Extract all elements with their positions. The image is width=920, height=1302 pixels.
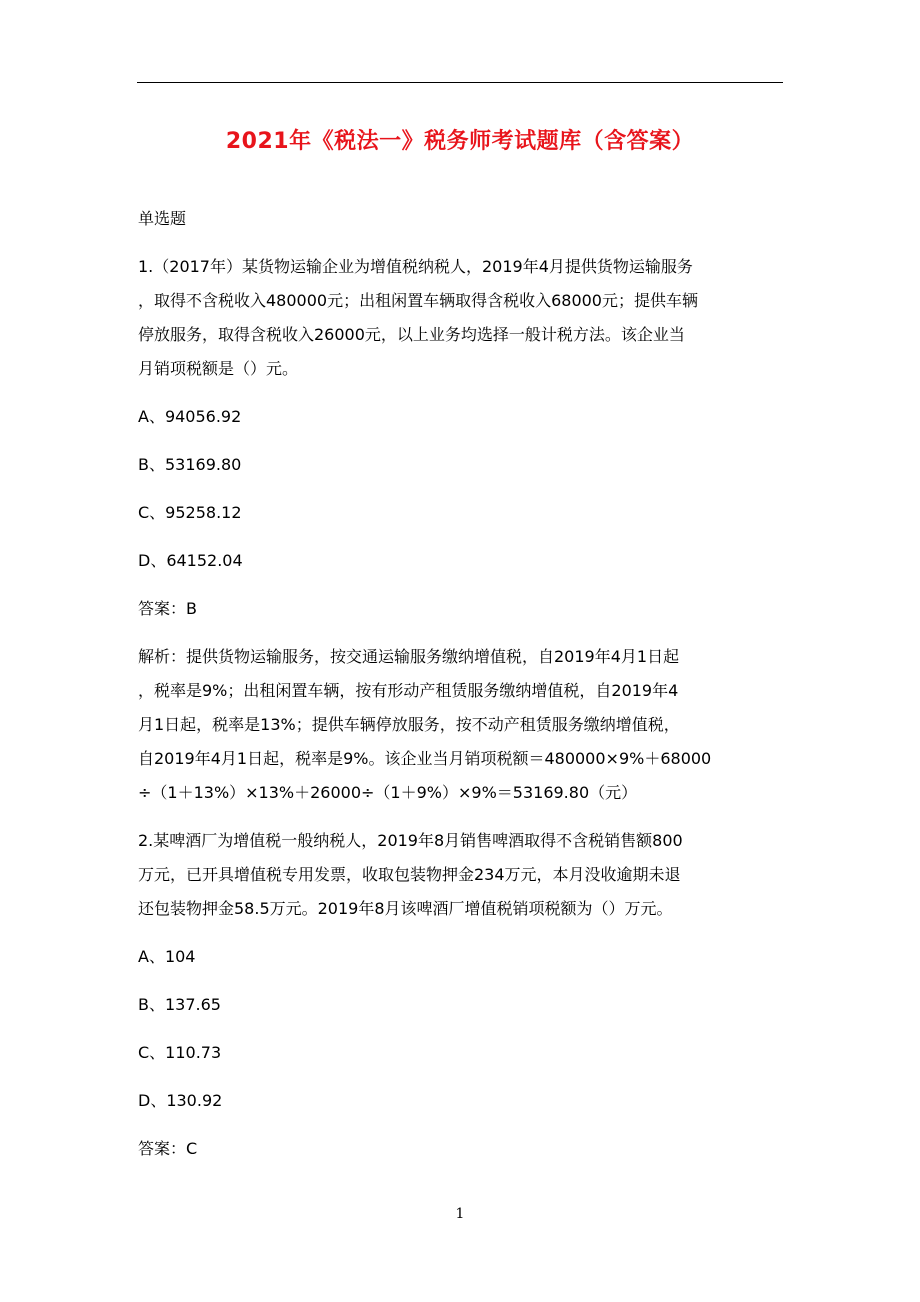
analysis-line: ，税率是9%；出租闲置车辆，按有形动产租赁服务缴纳增值税，自2019年4 bbox=[138, 681, 679, 700]
question-1-answer: 答案：B bbox=[138, 599, 197, 618]
analysis-line: 解析：提供货物运输服务，按交通运输服务缴纳增值税，自2019年4月1日起 bbox=[138, 647, 680, 666]
question-1-line: 1.（2017年）某货物运输企业为增值税纳税人，2019年4月提供货物运输服务 bbox=[138, 257, 693, 276]
question-2-option-b: B、137.65 bbox=[138, 995, 221, 1014]
question-1-option-c: C、95258.12 bbox=[138, 503, 242, 522]
question-1-option-a: A、94056.92 bbox=[138, 407, 242, 426]
question-1-line: ，取得不含税收入480000元；出租闲置车辆取得含税收入68000元；提供车辆 bbox=[138, 291, 698, 310]
question-1-line: 停放服务，取得含税收入26000元，以上业务均选择一般计税方法。该企业当 bbox=[138, 325, 685, 344]
question-2-line: 万元，已开具增值税专用发票，收取包装物押金234万元，本月没收逾期未退 bbox=[138, 865, 681, 884]
question-2-answer: 答案：C bbox=[138, 1139, 198, 1158]
question-1-line: 月销项税额是（）元。 bbox=[138, 359, 299, 378]
document-body bbox=[138, 202, 786, 1180]
question-1-option-d: D、64152.04 bbox=[138, 551, 243, 570]
analysis-line: 自2019年4月1日起，税率是9%。该企业当月销项税额＝480000×9%＋68000 bbox=[138, 749, 712, 768]
question-2-option-d: D、130.92 bbox=[138, 1091, 223, 1110]
section-label: 单选题 bbox=[138, 209, 187, 228]
page-number: 1 bbox=[455, 1206, 465, 1222]
question-1-analysis bbox=[138, 640, 786, 810]
question-2-line: 还包装物押金58.5万元。2019年8月该啤酒厂增值税销项税额为（）万元。 bbox=[138, 899, 673, 918]
question-2-line: 2.某啤酒厂为增值税一般纳税人，2019年8月销售啤酒取得不含税销售额800 bbox=[138, 831, 683, 850]
question-2 bbox=[138, 824, 786, 926]
analysis-line: 月1日起，税率是13%；提供车辆停放服务，按不动产租赁服务缴纳增值税， bbox=[138, 715, 680, 734]
document-title: 2021年《税法一》税务师考试题库（含答案） bbox=[225, 129, 695, 154]
question-2-option-c: C、110.73 bbox=[138, 1043, 222, 1062]
question-2-option-a: A、104 bbox=[138, 947, 196, 966]
header-rule bbox=[137, 82, 783, 83]
analysis-line: ÷（1＋13%）×13%＋26000÷（1＋9%）×9%＝53169.80（元） bbox=[138, 783, 638, 802]
question-1-option-b: B、53169.80 bbox=[138, 455, 242, 474]
question-1 bbox=[138, 250, 786, 386]
